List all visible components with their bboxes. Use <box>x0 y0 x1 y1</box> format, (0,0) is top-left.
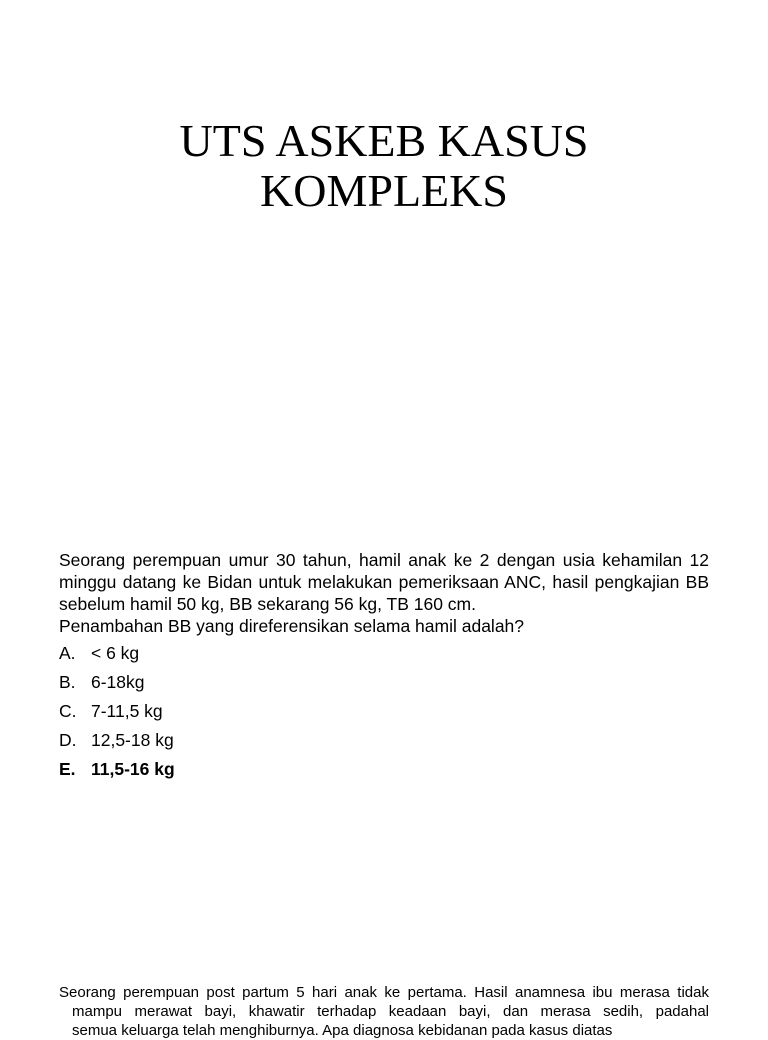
option-c <box>59 699 709 728</box>
option-a <box>59 641 709 670</box>
question-1-prompt: Penambahan BB yang direferensikan selama hamil adalah? <box>59 616 525 636</box>
option-text: < 6 kg <box>91 643 140 663</box>
option-e-answer <box>59 757 709 786</box>
question-1-options <box>59 641 709 786</box>
question-1-body: Seorang perempuan umur 30 tahun, hamil anak ke 2 dengan usia kehamilan 12 minggu datang ke Bidan untuk melakukan pemeriksaan ANC, hasil pengkajian BB sebelum hamil 50 kg, BB sekarang 56 kg, TB 160 cm. <box>59 550 709 614</box>
option-letter: E. <box>59 759 76 779</box>
option-text: 6-18kg <box>91 672 145 692</box>
question-2-line-3: semua keluarga telah menghiburnya. Apa diagnosa kebidanan pada kasus diatas <box>72 1022 613 1039</box>
question-1 <box>59 549 709 637</box>
option-d <box>59 728 709 757</box>
option-text: 11,5-16 kg <box>91 759 175 779</box>
question-2 <box>59 983 709 1040</box>
title-line-2: KOMPLEKS <box>260 165 508 216</box>
question-2-line-2: mampu merawat bayi, khawatir terhadap keadaan bayi, dan merasa sedih, padahal <box>72 1003 709 1020</box>
question-2-line-1: Seorang perempuan post partum 5 hari anak ke pertama. Hasil anamnesa ibu merasa tidak <box>59 984 709 1001</box>
option-b <box>59 670 709 699</box>
option-text: 7-11,5 kg <box>91 701 163 721</box>
option-letter: D. <box>59 730 77 750</box>
document-title <box>0 116 768 216</box>
option-letter: A. <box>59 643 76 663</box>
title-line-1: UTS ASKEB KASUS <box>179 115 589 166</box>
option-letter: C. <box>59 701 77 721</box>
option-letter: B. <box>59 672 76 692</box>
option-text: 12,5-18 kg <box>91 730 174 750</box>
